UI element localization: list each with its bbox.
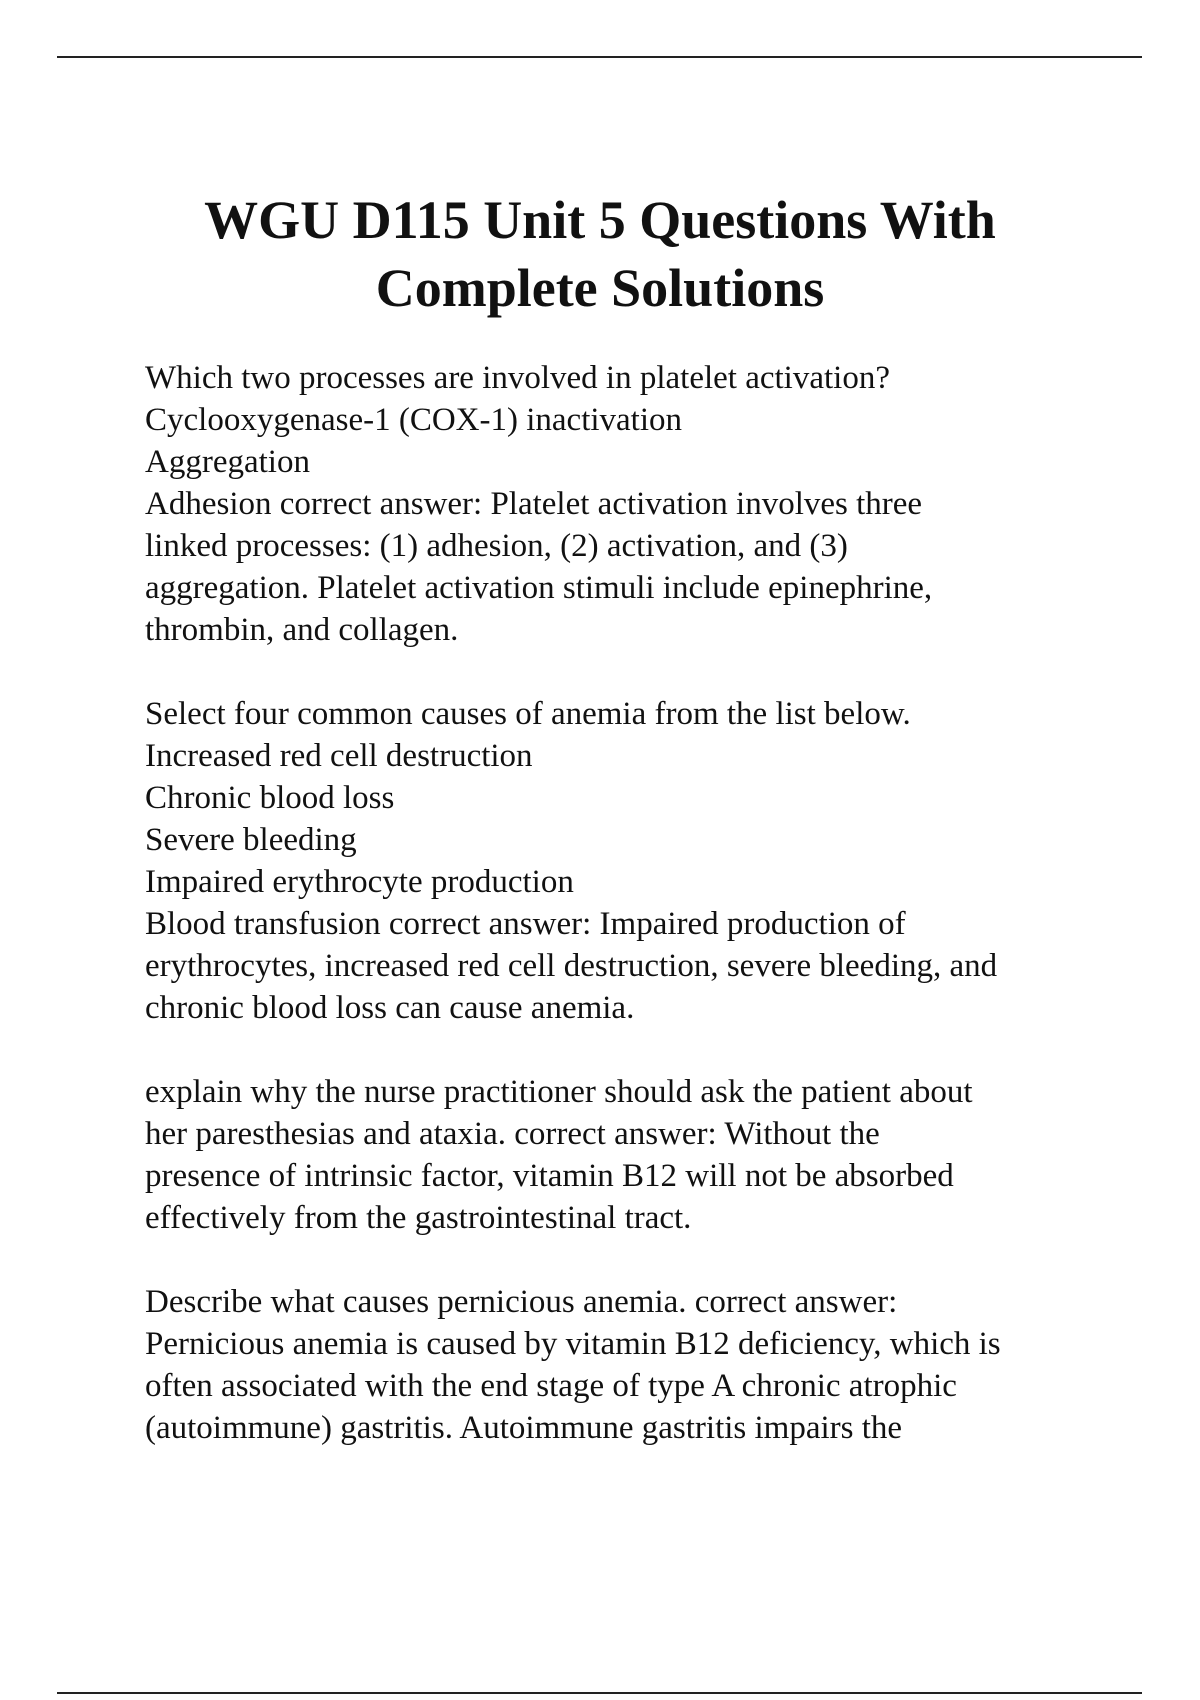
text-line: explain why the nurse practitioner should ask the patient about [145,1074,973,1110]
text-line: Blood transfusion correct answer: Impaired production of [145,906,906,942]
qa-block-paresthesias [145,1071,1145,1239]
text-line: Describe what causes pernicious anemia. correct answer: [145,1284,898,1320]
text-line: effectively from the gastrointestinal tract. [145,1200,692,1236]
text-line: presence of intrinsic factor, vitamin B12 will not be absorbed [145,1158,954,1194]
text-line: Impaired erythrocyte production [145,864,574,900]
document-title [60,186,1140,322]
text-line: Chronic blood loss [145,780,395,816]
qa-block-pernicious-anemia [145,1281,1145,1449]
text-line: aggregation. Platelet activation stimuli include epinephrine, [145,570,933,606]
top-divider [57,56,1142,58]
qa-block-platelet-activation [145,357,1145,651]
document-body [145,357,1145,1491]
text-line: thrombin, and collagen. [145,612,459,648]
text-line: linked processes: (1) adhesion, (2) activation, and (3) [145,528,848,564]
title-line-2: Complete Solutions [375,258,825,318]
text-line: Which two processes are involved in platelet activation? [145,360,890,396]
bottom-divider [57,1692,1142,1694]
text-line: Aggregation [145,444,310,480]
text-line: Severe bleeding [145,822,357,858]
text-line: Increased red cell destruction [145,738,533,774]
text-line: her paresthesias and ataxia. correct answer: Without the [145,1116,880,1152]
text-line: often associated with the end stage of type A chronic atrophic [145,1368,957,1404]
text-line: chronic blood loss can cause anemia. [145,990,635,1026]
text-line: Cyclooxygenase-1 (COX-1) inactivation [145,402,683,438]
title-line-1: WGU D115 Unit 5 Questions With [204,190,996,250]
text-line: Pernicious anemia is caused by vitamin B12 deficiency, which is [145,1326,1001,1362]
text-line: (autoimmune) gastritis. Autoimmune gastritis impairs the [145,1410,903,1446]
text-line: Adhesion correct answer: Platelet activation involves three [145,486,923,522]
text-line: erythrocytes, increased red cell destruction, severe bleeding, and [145,948,998,984]
text-line: Select four common causes of anemia from the list below. [145,696,911,732]
qa-block-anemia-causes [145,693,1145,1029]
